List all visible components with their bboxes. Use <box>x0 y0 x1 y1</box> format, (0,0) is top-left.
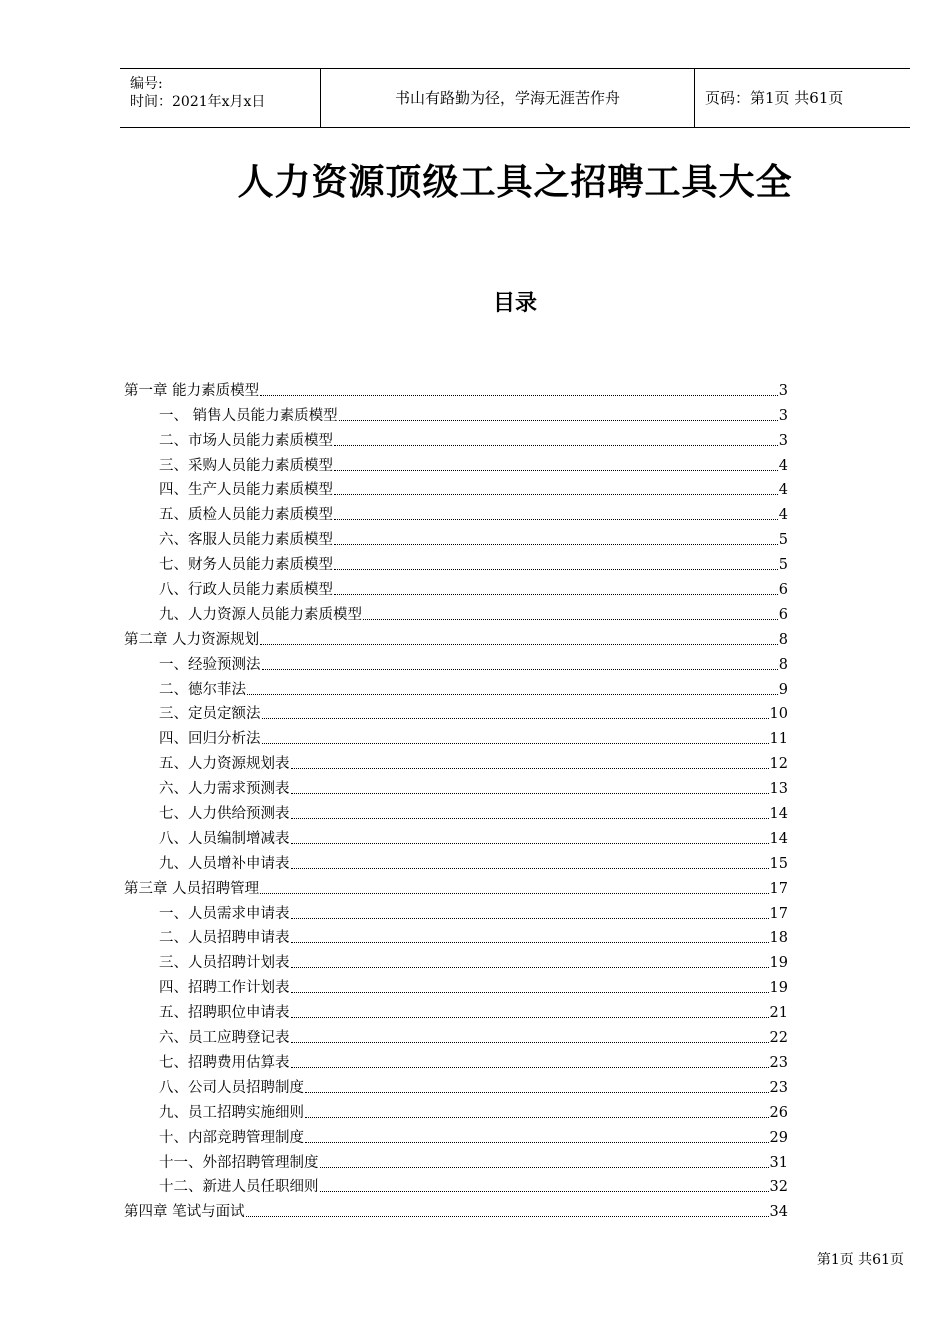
toc-entry-page: 3 <box>778 382 788 399</box>
toc-chapter-entry[interactable] <box>124 624 788 649</box>
toc-section-entry[interactable] <box>124 823 788 848</box>
toc-entry-page: 3 <box>778 407 788 424</box>
toc-entry-label: 五、招聘职位申请表 <box>159 1005 290 1022</box>
toc-dot-leader <box>320 1190 769 1192</box>
toc-entry-label: 六、员工应聘登记表 <box>159 1030 290 1047</box>
toc-entry-page: 19 <box>769 955 788 972</box>
toc-entry-page: 8 <box>778 656 788 673</box>
toc-chapter-entry[interactable] <box>124 1196 788 1221</box>
page-footer: 第1页 共61页 <box>816 1252 904 1268</box>
toc-dot-leader <box>260 643 778 645</box>
toc-entry-label: 三、定员定额法 <box>159 706 261 723</box>
toc-entry-label: 十、内部竞聘管理制度 <box>159 1129 304 1146</box>
toc-section-entry[interactable] <box>124 425 788 450</box>
toc-dot-leader <box>320 1166 769 1168</box>
toc-section-entry[interactable] <box>124 574 788 599</box>
toc-entry-label: 九、员工招聘实施细则 <box>159 1104 304 1121</box>
toc-entry-label: 第一章 能力素质模型 <box>124 382 260 399</box>
toc-dot-leader <box>305 1141 769 1143</box>
toc-dot-leader <box>291 792 769 794</box>
toc-section-entry[interactable] <box>124 848 788 873</box>
toc-entry-label: 八、人员编制增减表 <box>159 830 290 847</box>
toc-entry-page: 17 <box>769 880 788 897</box>
toc-entry-page: 18 <box>769 930 788 947</box>
header-meta <box>120 69 321 127</box>
toc-entry-label: 二、德尔菲法 <box>159 681 246 698</box>
toc-entry-page: 14 <box>769 806 788 823</box>
toc-dot-leader <box>291 941 769 943</box>
toc-dot-leader <box>291 1066 769 1068</box>
header-motto: 书山有路勤为径，学海无涯苦作舟 <box>321 69 695 127</box>
toc-entry-page: 15 <box>769 855 788 872</box>
toc-entry-label: 四、生产人员能力素质模型 <box>159 482 333 499</box>
toc-entry-label: 二、市场人员能力素质模型 <box>159 432 333 449</box>
toc-entry-page: 9 <box>778 681 788 698</box>
toc-section-entry[interactable] <box>124 1097 788 1122</box>
toc-entry-page: 32 <box>769 1179 788 1196</box>
toc-entry-page: 3 <box>778 432 788 449</box>
toc-entry-label: 一、人员需求申请表 <box>159 905 290 922</box>
toc-entry-page: 4 <box>778 482 788 499</box>
toc-dot-leader <box>291 767 769 769</box>
toc-entry-page: 17 <box>769 905 788 922</box>
toc-entry-label: 六、客服人员能力素质模型 <box>159 532 333 549</box>
toc-entry-page: 11 <box>769 731 788 748</box>
toc-dot-leader <box>260 394 778 396</box>
toc-entry-page: 4 <box>778 457 788 474</box>
toc-dot-leader <box>246 1215 769 1217</box>
toc-entry-label: 五、人力资源规划表 <box>159 756 290 773</box>
toc-section-entry[interactable] <box>124 450 788 475</box>
toc-dot-leader <box>334 444 778 446</box>
toc-entry-page: 23 <box>769 1079 788 1096</box>
toc-section-entry[interactable] <box>124 524 788 549</box>
toc-section-entry[interactable] <box>124 997 788 1022</box>
toc-entry-page: 31 <box>769 1154 788 1171</box>
toc-section-entry[interactable] <box>124 1072 788 1097</box>
toc-section-entry[interactable] <box>124 1147 788 1172</box>
toc-section-entry[interactable] <box>124 972 788 997</box>
toc-entry-page: 8 <box>778 631 788 648</box>
toc-entry-label: 五、质检人员能力素质模型 <box>159 507 333 524</box>
toc-entry-page: 29 <box>769 1129 788 1146</box>
toc-entry-page: 21 <box>769 1005 788 1022</box>
toc-dot-leader <box>291 867 769 869</box>
header-page-number: 页码：第1页 共61页 <box>705 89 844 107</box>
toc-section-entry[interactable] <box>124 499 788 524</box>
toc-entry-label: 九、人力资源人员能力素质模型 <box>159 606 362 623</box>
toc-entry-label: 六、人力需求预测表 <box>159 781 290 798</box>
toc-entry-label: 七、财务人员能力素质模型 <box>159 557 333 574</box>
page-header <box>120 68 910 128</box>
toc-dot-leader <box>291 966 769 968</box>
toc-dot-leader <box>291 1041 769 1043</box>
toc-entry-page: 5 <box>778 532 788 549</box>
toc-dot-leader <box>260 892 768 894</box>
toc-entry-page: 23 <box>769 1054 788 1071</box>
toc-dot-leader <box>247 693 778 695</box>
toc-dot-leader <box>305 1091 769 1093</box>
toc-entry-label: 十一、外部招聘管理制度 <box>159 1154 319 1171</box>
toc-entry-label: 二、人员招聘申请表 <box>159 930 290 947</box>
toc-entry-label: 十二、新进人员任职细则 <box>159 1179 319 1196</box>
toc-dot-leader <box>262 742 769 744</box>
toc-dot-leader <box>334 518 778 520</box>
toc-dot-leader <box>334 593 778 595</box>
toc-entry-page: 34 <box>769 1204 788 1221</box>
toc-entry-page: 5 <box>778 557 788 574</box>
toc-entry-label: 四、招聘工作计划表 <box>159 980 290 997</box>
toc-entry-page: 13 <box>769 781 788 798</box>
toc-dot-leader <box>291 991 769 993</box>
toc-entry-label: 八、公司人员招聘制度 <box>159 1079 304 1096</box>
toc-entry-page: 26 <box>769 1104 788 1121</box>
toc-dot-leader <box>262 668 778 670</box>
toc-entry-label: 三、采购人员能力素质模型 <box>159 457 333 474</box>
toc-entry-page: 6 <box>778 606 788 623</box>
toc-section-entry[interactable] <box>124 947 788 972</box>
toc-dot-leader <box>262 717 769 719</box>
toc-entry-label: 四、回归分析法 <box>159 731 261 748</box>
toc-entry-label: 九、人员增补申请表 <box>159 855 290 872</box>
toc-section-entry[interactable] <box>124 1047 788 1072</box>
toc-dot-leader <box>305 1116 769 1118</box>
toc-dot-leader <box>291 917 769 919</box>
toc-section-entry[interactable] <box>124 699 788 724</box>
toc-entry-label: 一、 销售人员能力素质模型 <box>159 407 338 424</box>
toc-entry-label: 七、人力供给预测表 <box>159 806 290 823</box>
toc-section-entry[interactable] <box>124 649 788 674</box>
toc-section-entry[interactable] <box>124 798 788 823</box>
toc-dot-leader <box>291 842 769 844</box>
toc-entry-page: 19 <box>769 980 788 997</box>
toc-entry-label: 第二章 人力资源规划 <box>124 631 260 648</box>
toc-section-entry[interactable] <box>124 599 788 624</box>
header-number: 编号: <box>130 76 163 92</box>
toc-entry-label: 第三章 人员招聘管理 <box>124 880 260 897</box>
toc-heading: 目录 <box>492 291 537 316</box>
toc-section-entry[interactable] <box>124 674 788 699</box>
toc-section-entry[interactable] <box>124 748 788 773</box>
toc-section-entry[interactable] <box>124 400 788 425</box>
header-date: 时间：2021年x月x日 <box>130 94 266 110</box>
toc-section-entry[interactable] <box>124 898 788 923</box>
toc-dot-leader <box>334 469 778 471</box>
toc-chapter-entry[interactable] <box>124 873 788 898</box>
toc-chapter-entry[interactable] <box>124 375 788 400</box>
toc-section-entry[interactable] <box>124 1122 788 1147</box>
toc-entry-label: 八、行政人员能力素质模型 <box>159 582 333 599</box>
toc-entry-page: 14 <box>769 830 788 847</box>
toc-dot-leader <box>363 618 778 620</box>
toc-dot-leader <box>339 419 778 421</box>
toc-section-entry[interactable] <box>124 1172 788 1197</box>
toc-entry-page: 4 <box>778 507 788 524</box>
toc-section-entry[interactable] <box>124 723 788 748</box>
toc-entry-page: 22 <box>769 1030 788 1047</box>
toc-section-entry[interactable] <box>124 773 788 798</box>
toc-dot-leader <box>334 493 778 495</box>
toc-entry-label: 七、招聘费用估算表 <box>159 1054 290 1071</box>
toc-dot-leader <box>334 568 778 570</box>
toc-entry-label: 一、经验预测法 <box>159 656 261 673</box>
toc-dot-leader <box>291 817 769 819</box>
toc-section-entry[interactable] <box>124 923 788 948</box>
toc-section-entry[interactable] <box>124 475 788 500</box>
table-of-contents <box>124 375 788 1221</box>
toc-entry-page: 6 <box>778 582 788 599</box>
toc-section-entry[interactable] <box>124 1022 788 1047</box>
toc-section-entry[interactable] <box>124 549 788 574</box>
toc-entry-label: 三、人员招聘计划表 <box>159 955 290 972</box>
toc-entry-label: 第四章 笔试与面试 <box>124 1204 245 1221</box>
toc-entry-page: 12 <box>769 756 788 773</box>
toc-entry-page: 10 <box>769 706 788 723</box>
toc-dot-leader <box>334 543 778 545</box>
document-title: 人力资源顶级工具之招聘工具大全 <box>237 162 793 203</box>
toc-dot-leader <box>291 1016 769 1018</box>
